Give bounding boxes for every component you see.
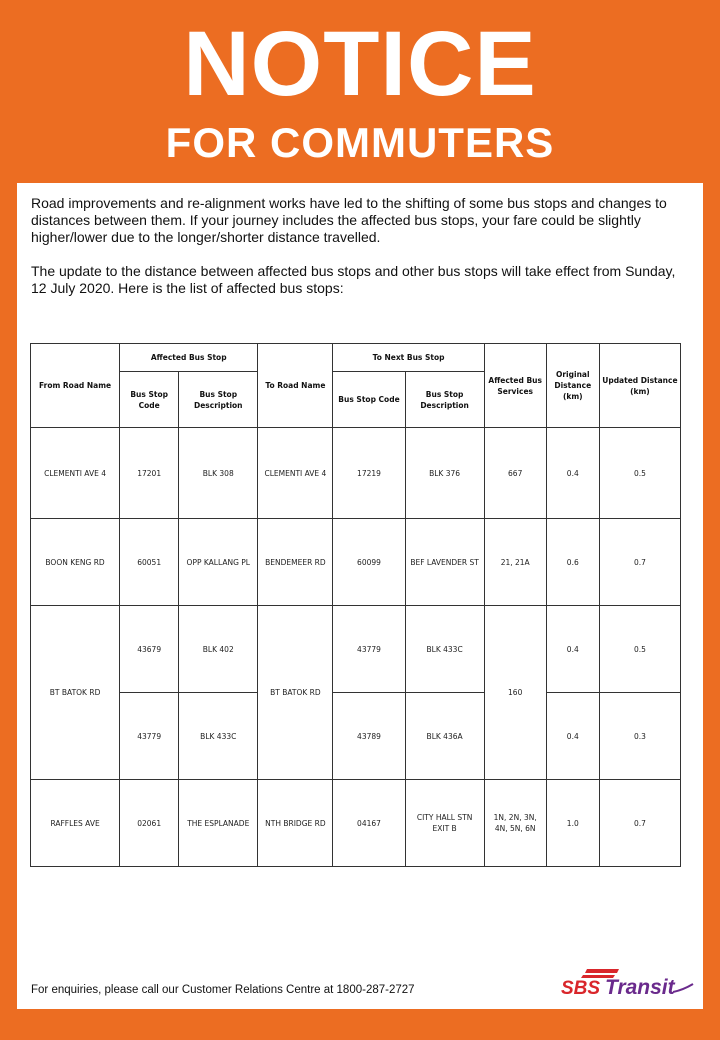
cell-desc: BLK 433C bbox=[179, 693, 258, 780]
header-original-distance: Original Distance (km) bbox=[546, 344, 599, 428]
cell-from-road: RAFFLES AVE bbox=[31, 780, 120, 867]
cell-updated: 0.7 bbox=[599, 780, 680, 867]
cell-services: 160 bbox=[484, 606, 546, 780]
header-services: Affected Bus Services bbox=[484, 344, 546, 428]
cell-next-desc: BLK 433C bbox=[405, 606, 484, 693]
cell-updated: 0.5 bbox=[599, 428, 680, 519]
table-row bbox=[31, 606, 681, 693]
cell-original: 0.4 bbox=[546, 693, 599, 780]
cell-services: 21, 21A bbox=[484, 519, 546, 606]
cell-from-road: BT BATOK RD bbox=[31, 606, 120, 780]
cell-to-road: NTH BRIDGE RD bbox=[258, 780, 333, 867]
cell-to-road: BT BATOK RD bbox=[258, 606, 333, 780]
cell-next-code: 17219 bbox=[333, 428, 405, 519]
table-row bbox=[31, 428, 681, 519]
cell-next-code: 04167 bbox=[333, 780, 405, 867]
cell-code: 43779 bbox=[120, 693, 179, 780]
cell-original: 1.0 bbox=[546, 780, 599, 867]
page-title: NOTICE bbox=[183, 13, 537, 115]
sbs-transit-logo bbox=[557, 966, 697, 1002]
cell-next-desc: BEF LAVENDER ST bbox=[405, 519, 484, 606]
enquiry-text: For enquiries, please call our Customer Relations Centre at 1800-287-2727 bbox=[31, 984, 415, 996]
cell-code: 02061 bbox=[120, 780, 179, 867]
cell-next-code: 43789 bbox=[333, 693, 405, 780]
cell-services: 667 bbox=[484, 428, 546, 519]
cell-desc: BLK 402 bbox=[179, 606, 258, 693]
header-next-group: To Next Bus Stop bbox=[333, 344, 484, 372]
cell-from-road: CLEMENTI AVE 4 bbox=[31, 428, 120, 519]
cell-services: 1N, 2N, 3N, 4N, 5N, 6N bbox=[484, 780, 546, 867]
cell-original: 0.4 bbox=[546, 606, 599, 693]
header-affected-group: Affected Bus Stop bbox=[120, 344, 258, 372]
intro-paragraph-1: Road improvements and re-alignment works have led to the shifting of some bus stops and changes to distances between them. If your journey includes the affected bus stops, your fare could be slightly higher/lower due to the longer/shorter distance travelled. bbox=[31, 195, 667, 245]
cell-desc: BLK 308 bbox=[179, 428, 258, 519]
header-from-road: From Road Name bbox=[31, 344, 120, 428]
cell-desc: OPP KALLANG PL bbox=[179, 519, 258, 606]
header-next-desc: Bus Stop Description bbox=[405, 372, 484, 428]
cell-next-desc: BLK 436A bbox=[405, 693, 484, 780]
cell-code: 17201 bbox=[120, 428, 179, 519]
table-row bbox=[31, 519, 681, 606]
table-header-row bbox=[31, 344, 681, 372]
cell-from-road: BOON KENG RD bbox=[31, 519, 120, 606]
intro-paragraph-2: The update to the distance between affected bus stops and other bus stops will take effect from Sunday, 12 July 2020. Here is the list of affected bus stops: bbox=[31, 263, 676, 296]
svg-text:Transit: Transit bbox=[605, 976, 675, 999]
cell-to-road: CLEMENTI AVE 4 bbox=[258, 428, 333, 519]
header-bus-stop-desc: Bus Stop Description bbox=[179, 372, 258, 428]
header-bus-stop-code: Bus Stop Code bbox=[120, 372, 179, 428]
cell-code: 60051 bbox=[120, 519, 179, 606]
cell-code: 43679 bbox=[120, 606, 179, 693]
page-subtitle: FOR COMMUTERS bbox=[165, 119, 555, 166]
cell-next-desc: BLK 376 bbox=[405, 428, 484, 519]
header-updated-distance: Updated Distance (km) bbox=[599, 344, 680, 428]
notice-panel bbox=[17, 183, 703, 1009]
header-to-road: To Road Name bbox=[258, 344, 333, 428]
cell-original: 0.4 bbox=[546, 428, 599, 519]
svg-text:SBS: SBS bbox=[561, 978, 601, 999]
header-next-code: Bus Stop Code bbox=[333, 372, 405, 428]
cell-next-code: 60099 bbox=[333, 519, 405, 606]
cell-desc: THE ESPLANADE bbox=[179, 780, 258, 867]
cell-original: 0.6 bbox=[546, 519, 599, 606]
table-row bbox=[31, 780, 681, 867]
intro-text bbox=[31, 195, 691, 314]
cell-next-code: 43779 bbox=[333, 606, 405, 693]
cell-updated: 0.3 bbox=[599, 693, 680, 780]
cell-to-road: BENDEMEER RD bbox=[258, 519, 333, 606]
cell-next-desc: CITY HALL STN EXIT B bbox=[405, 780, 484, 867]
cell-updated: 0.7 bbox=[599, 519, 680, 606]
cell-updated: 0.5 bbox=[599, 606, 680, 693]
header-banner bbox=[0, 0, 720, 183]
table-row bbox=[31, 693, 681, 780]
affected-bus-stops-table bbox=[30, 343, 681, 867]
